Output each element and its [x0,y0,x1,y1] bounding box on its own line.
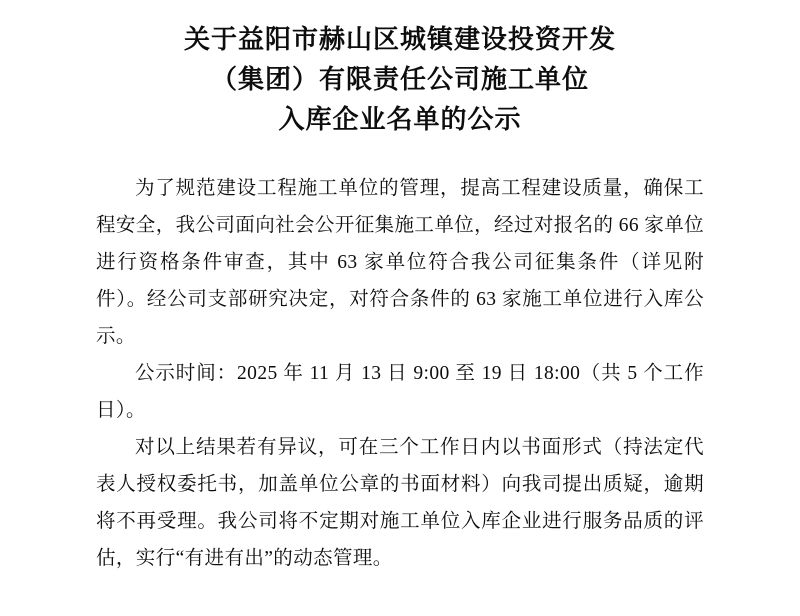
title-line-2: （集团）有限责任公司施工单位 [210,65,589,94]
title-line-1: 关于益阳市赫山区城镇建设投资开发 [183,25,616,54]
page-title [96,14,704,140]
paragraph-background: 为了规范建设工程施工单位的管理，提高工程建设质量，确保工程安全，我公司面向社会公开征集施工单位，经过对报名的 66 家单位进行资格条件审查，其中 63 家单位符合我公司征集条件（详见附件）。经公司支部研究决定，对符合条件的 63 家施工单位进行入库公示。 [96,178,704,347]
paragraph-publicity-period: 公示时间：2025 年 11 月 13 日 9:00 至 19 日 18:00（共 5 个工作日）。 [96,363,704,421]
paragraph-objection-process: 对以上结果若有异议，可在三个工作日内以书面形式（持法定代表人授权委托书，加盖单位公章的书面材料）向我司提出质疑，逾期将不再受理。我公司将不定期对施工单位入库企业进行服务品质的评估，实行“有进有出”的动态管理。 [96,437,704,569]
document-body [96,170,704,577]
title-line-3: 入库企业名单的公示 [278,105,522,134]
